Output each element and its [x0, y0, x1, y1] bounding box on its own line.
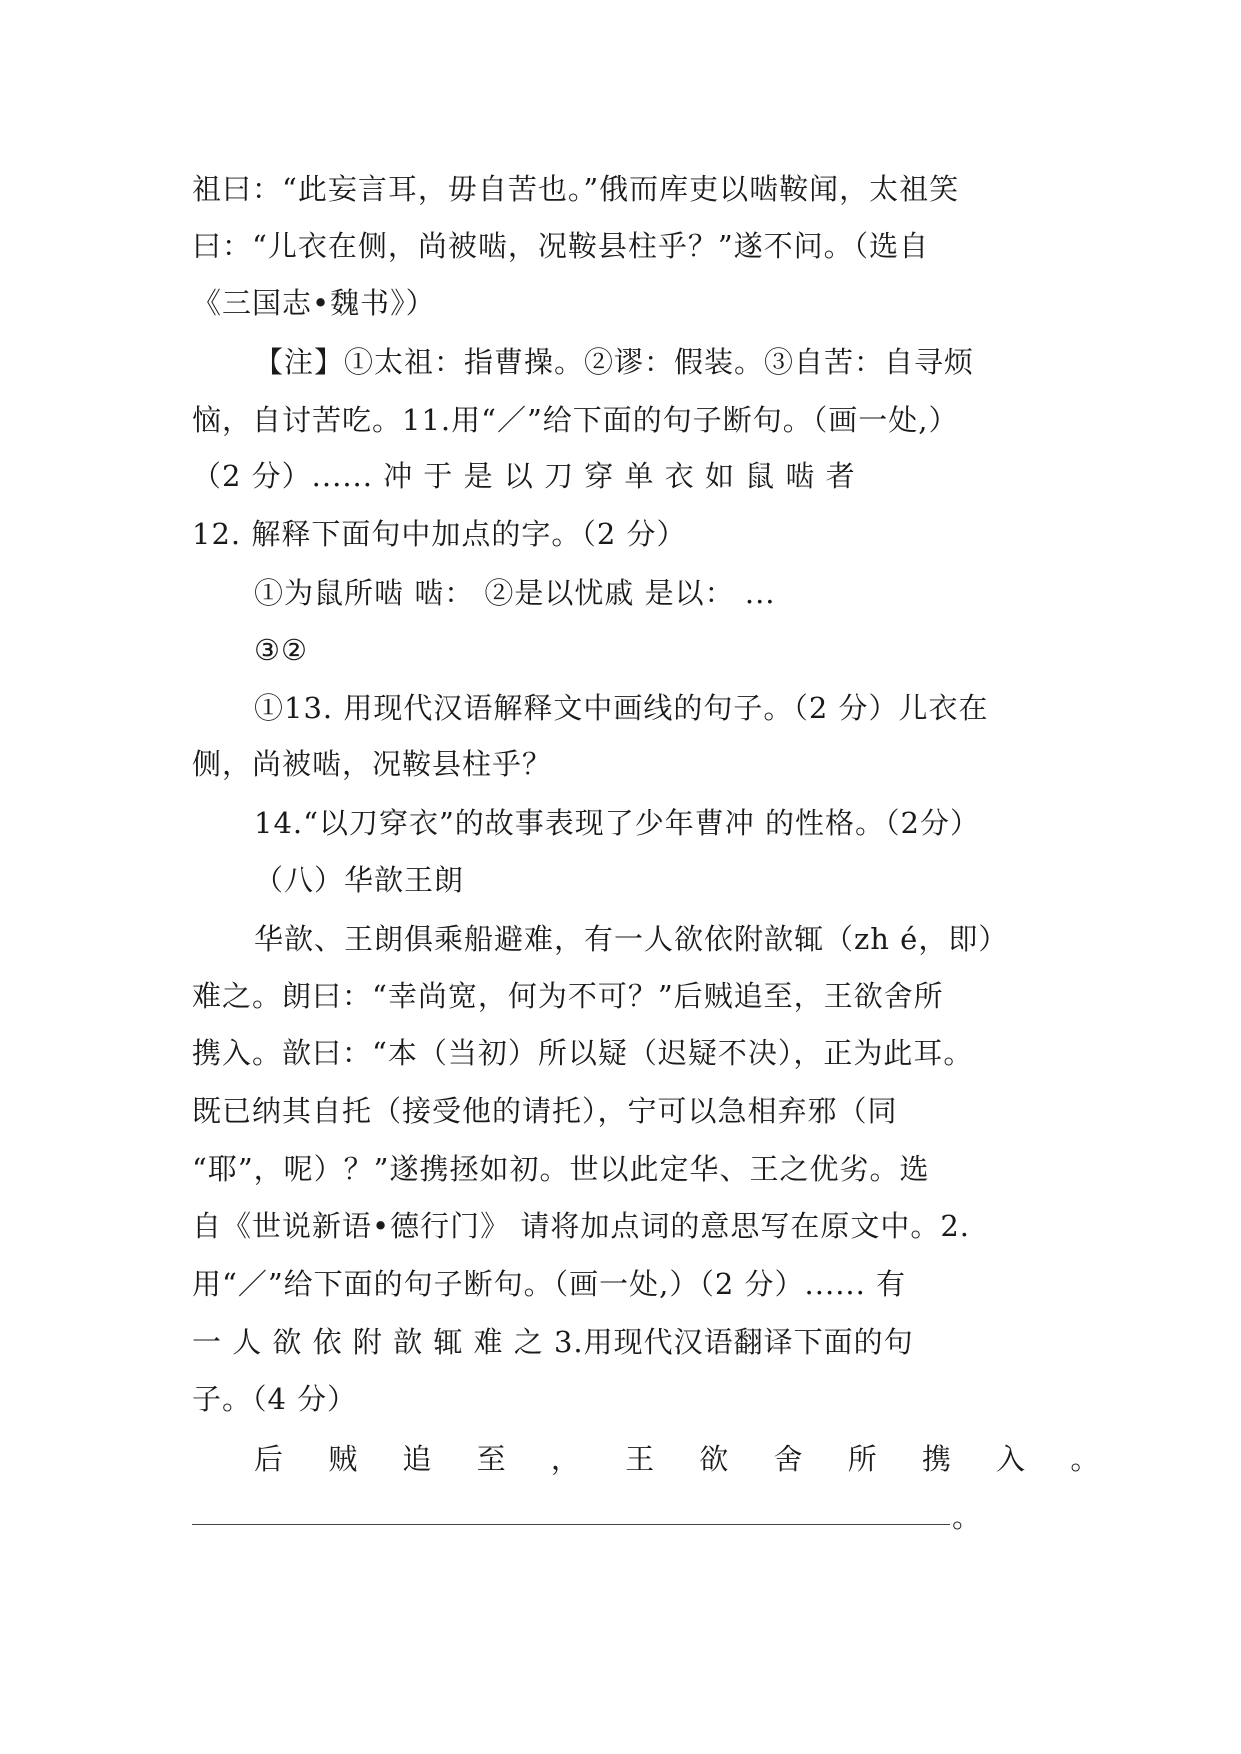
text-line: ③② [254, 633, 308, 667]
text-line: 侧，尚被啮，况鞍县柱乎？ [192, 747, 553, 781]
text-line: 华歆、王朗俱乘船避难，有一人欲依附歆辄（zh é，即） [254, 922, 1009, 956]
text-line: 子。（4 分） [192, 1382, 358, 1416]
question-line: ①为鼠所啮 啮： ②是以忧戚 是以： ... [254, 576, 776, 610]
text-line: 既已纳其自托（接受他的请托），宁可以急相弃邪（同 [192, 1094, 898, 1128]
text-line: 携入。歆曰：“本（当初）所以疑（迟疑不决），正为此耳。 [192, 1036, 974, 1070]
note-line: 【注】①太祖：指曹操。②谬：假装。③自苦：自寻烦 [254, 345, 975, 379]
question-line: 14.“以刀穿衣”的故事表现了少年曹冲 的性格。（2分） [254, 806, 980, 840]
text-line: 难之。朗曰：“幸尚宽，何为不可？”后贼追至，王欲舍所 [192, 979, 944, 1013]
translate-sentence: 后 贼 追 至 ， 王 欲 舍 所 携 入 。 [254, 1442, 1118, 1476]
answer-blank-line [192, 1524, 950, 1525]
text-line: 自《世说新语•德行门》 请将加点词的意思写在原文中。2. [192, 1209, 970, 1243]
text-line: 祖曰：“此妄言耳，毋自苦也。”俄而库吏以啮鞍闻，太祖笑 [192, 172, 960, 206]
question-line: （2 分）...... 冲 于 是 以 刀 穿 单 衣 如 鼠 啮 者 [192, 459, 856, 493]
question-line: 用“／”给下面的句子断句。（画一处,）（2 分）...... 有 [192, 1267, 907, 1301]
text-line: 曰：“儿衣在侧，尚被啮，况鞍县柱乎？”遂不问。（选自 [192, 229, 930, 263]
text-line: “耶”，呢）？”遂携拯如初。世以此定华、王之优劣。选 [192, 1152, 930, 1186]
question-line: 12. 解释下面句中加点的字。（2 分） [192, 517, 687, 551]
text-line: 《三国志•魏书》） [192, 286, 436, 320]
question-line: ①13. 用现代汉语解释文中画线的句子。（2 分）儿衣在 [254, 691, 989, 725]
question-line: 一 人 欲 依 附 歆 辄 难 之 3.用现代汉语翻译下面的句 [192, 1325, 914, 1359]
section-heading: （八）华歆王朗 [254, 863, 465, 897]
answer-line-end: 。 [952, 1500, 982, 1534]
text-line: 恼，自讨苦吃。11.用“／”给下面的句子断句。（画一处,） [192, 403, 959, 437]
